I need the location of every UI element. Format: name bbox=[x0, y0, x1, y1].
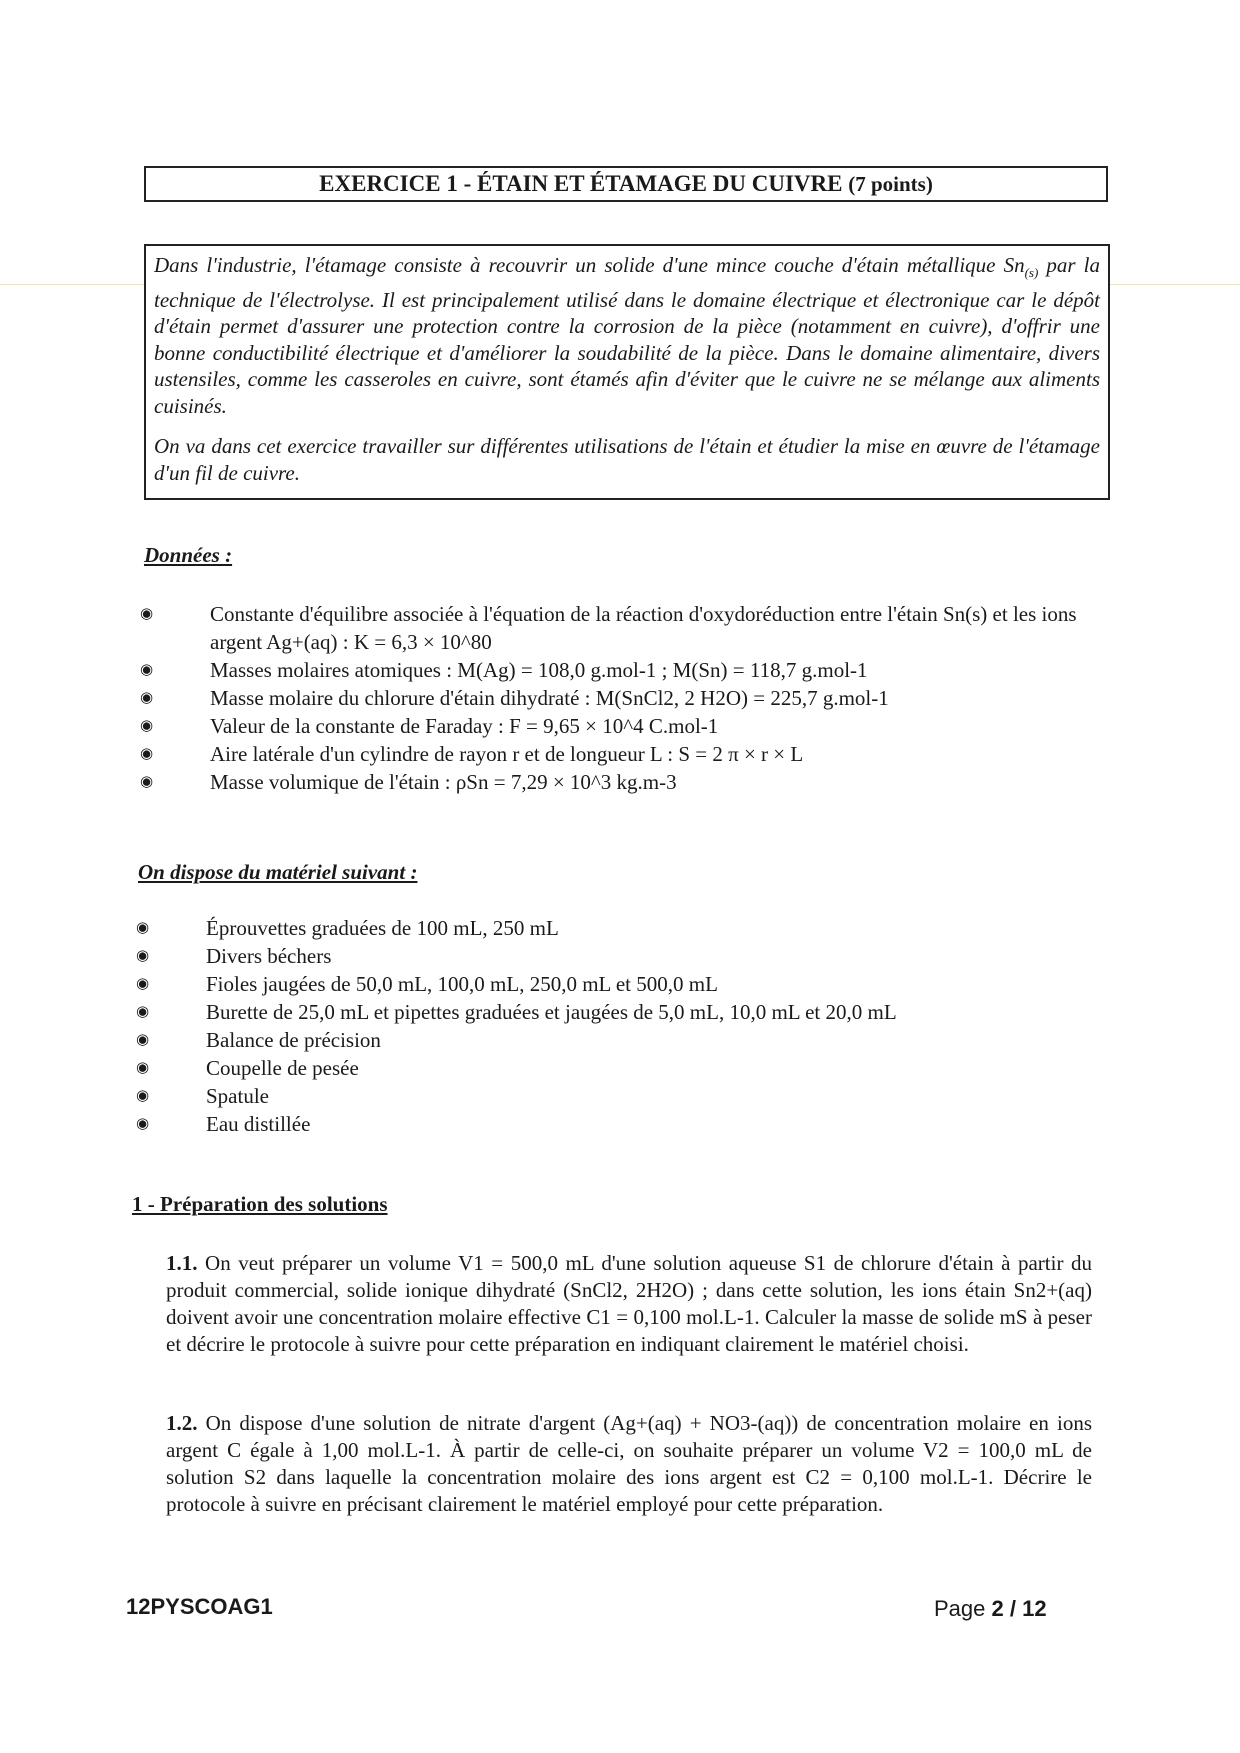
donnee-text: Constante d'équilibre associée à l'équation de la réaction d'oxydoréduction entre l'étain Sn(s) et les ions argent Ag+(aq) : K = 6,3 × 10^80 bbox=[210, 602, 1077, 654]
intro-paragraph-1: Dans l'industrie, l'étamage consiste à recouvrir un solide d'une mince couche d'étain métallique $Sn_{(s)}$ par la technique de l'électrolyse. Il est principalement utilisé dans le domaine électrique et électronique car le dépôt d'étain permet d'assurer une protection contre la corrosion de la pièce (notamment en cuivre), d'offrir une bonne conductibilité électrique et d'améliorer la soudabilité de la pièce. Dans le domaine alimentaire, divers ustensiles, comme les casseroles en cuivre, sont étamés afin d'éviter que le cuivre ne se mélange aux aliments cuisinés. bbox=[154, 253, 1100, 418]
question-text: On dispose d'une solution de nitrate d'argent (Ag+(aq) + NO3-(aq)) de concentration molaire en ions argent C égale à 1,00 mol.L-1. À partir de celle-ci, on souhaite préparer un volume V2 = 100,0 mL de solution S2 dans laquelle la concentration molaire des ions argent est C2 = 0,100 mol.L-1. Décrire le protocole à suivre en précisant clairement le matériel employé pour cette préparation. bbox=[166, 1411, 1092, 1516]
donnee-text: Valeur de la constante de Faraday : F = 9,65 × 10^4 C.mol-1 bbox=[210, 714, 719, 738]
list-item: ◉ Coupelle de pesée bbox=[136, 1056, 359, 1080]
bullet-icon: ◉ bbox=[136, 1004, 150, 1020]
list-item: ◉ Eau distillée bbox=[136, 1112, 311, 1136]
list-item: ◉ Balance de précision bbox=[136, 1028, 381, 1052]
scan-line-left bbox=[0, 284, 144, 285]
bullet-icon: ◉ bbox=[140, 606, 154, 622]
intro-box bbox=[144, 244, 1110, 500]
list-item: ◉ Divers béchers bbox=[136, 944, 332, 968]
question-number: 1.2. bbox=[166, 1411, 198, 1435]
donnee-text: Masse volumique de l'étain : ρSn = 7,29 × 10^3 kg.m-3 bbox=[210, 770, 677, 794]
bullet-icon: ◉ bbox=[140, 774, 154, 790]
scan-line-right bbox=[1110, 284, 1240, 285]
part1-heading: 1 - Préparation des solutions bbox=[132, 1192, 388, 1216]
bullet-icon: ◉ bbox=[140, 662, 154, 678]
donnees-list bbox=[140, 600, 1100, 796]
bullet-icon: ◉ bbox=[136, 1116, 150, 1132]
bullet-icon: ◉ bbox=[136, 920, 150, 936]
list-item bbox=[140, 684, 1100, 712]
intro-paragraph-2: On va dans cet exercice travailler sur différentes utilisations de l'étain et étudier la mise en œuvre de l'étamage d'un fil de cuivre. bbox=[154, 434, 1100, 485]
list-item bbox=[140, 600, 1100, 656]
donnee-text: Masses molaires atomiques : M(Ag) = 108,0 g.mol-1 ; M(Sn) = 118,7 g.mol-1 bbox=[210, 658, 868, 682]
bullet-icon: ◉ bbox=[136, 1032, 150, 1048]
document-code: 12PYSCOAG1 bbox=[126, 1594, 273, 1619]
list-item: ◉ Éprouvettes graduées de 100 mL, 250 mL bbox=[136, 916, 559, 940]
list-item bbox=[140, 712, 1100, 740]
exercise-title-box bbox=[144, 166, 1108, 202]
bullet-icon: ◉ bbox=[136, 948, 150, 964]
question-number: 1.1. bbox=[166, 1251, 198, 1275]
bullet-icon: ◉ bbox=[140, 690, 154, 706]
exercise-points: (7 points) bbox=[848, 172, 933, 196]
bullet-icon: ◉ bbox=[140, 746, 154, 762]
donnees-heading: Données : bbox=[144, 543, 233, 567]
bullet-icon: ◉ bbox=[136, 976, 150, 992]
materiel-list bbox=[136, 914, 1096, 1138]
list-item bbox=[140, 768, 1100, 796]
exercise-title: EXERCICE 1 - ÉTAIN ET ÉTAMAGE DU CUIVRE bbox=[319, 171, 843, 196]
list-item bbox=[140, 740, 1100, 768]
donnee-text: Aire latérale d'un cylindre de rayon r et de longueur L : S = 2 π × r × L bbox=[210, 742, 804, 766]
page-number: 2 / 12 bbox=[991, 1596, 1047, 1621]
materiel-heading: On dispose du matériel suivant : bbox=[138, 860, 418, 884]
question-1-2 bbox=[166, 1410, 1092, 1518]
bullet-icon: ◉ bbox=[136, 1060, 150, 1076]
list-item bbox=[140, 656, 1100, 684]
donnee-text: Masse molaire du chlorure d'étain dihydraté : M(SnCl2, 2 H2O) = 225,7 g.mol-1 bbox=[210, 686, 889, 710]
question-1-1 bbox=[166, 1250, 1092, 1358]
page-indicator bbox=[934, 1596, 1047, 1622]
list-item: ◉ Burette de 25,0 mL et pipettes graduées et jaugées de 5,0 mL, 10,0 mL et 20,0 mL bbox=[136, 1000, 897, 1024]
bullet-icon: ◉ bbox=[140, 718, 154, 734]
page-label: Page bbox=[934, 1596, 986, 1621]
list-item: ◉ Spatule bbox=[136, 1084, 269, 1108]
bullet-icon: ◉ bbox=[136, 1088, 150, 1104]
list-item: ◉ Fioles jaugées de 50,0 mL, 100,0 mL, 250,0 mL et 500,0 mL bbox=[136, 972, 718, 996]
question-text: On veut préparer un volume V1 = 500,0 mL d'une solution aqueuse S1 de chlorure d'étain à partir du produit commercial, solide ionique dihydraté (SnCl2, 2H2O) ; dans cette solution, les ions étain Sn2+(aq) doivent avoir une concentration molaire effective C1 = 0,100 mol.L-1. Calculer la masse de solide mS à peser et décrire le protocole à suivre pour cette préparation en indiquant clairement le matériel choisi. bbox=[166, 1251, 1092, 1356]
